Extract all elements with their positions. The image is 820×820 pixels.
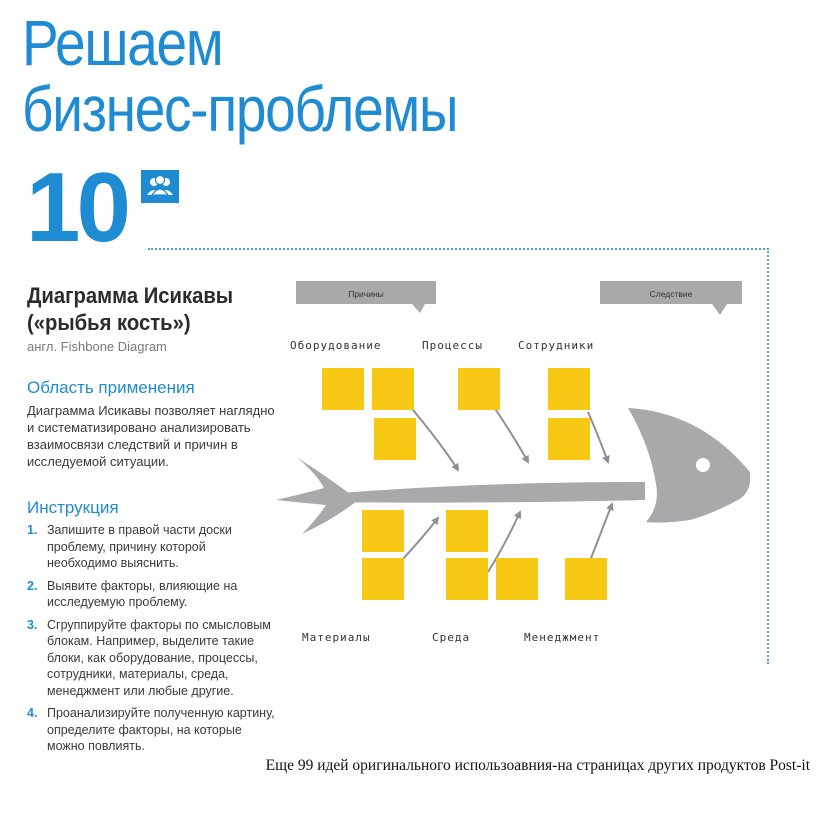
step-text: Выявите факторы, влияющие на исследуемую проблему. xyxy=(47,578,238,609)
sticky-note xyxy=(548,418,590,460)
causes-callout xyxy=(296,281,436,313)
step-number: 3. xyxy=(27,617,38,632)
step-number: 4. xyxy=(27,706,38,720)
scope-text: Диаграмма Исикавы позволяет наглядно и систематизировано анализировать взаимосвязи следствий и причин в исследуемой ситуации. xyxy=(27,403,275,469)
headline-line-1: Решаем xyxy=(22,7,223,79)
sticky-note xyxy=(374,418,416,460)
sticky-note xyxy=(362,510,404,552)
diagram-title-line-1: Диаграмма Исикавы xyxy=(27,283,234,308)
footnote: Еще 99 идей оригинального использоавния-на страницах других продуктов Post-it xyxy=(265,757,810,774)
diagram-title-line-2: («рыбья кость») xyxy=(27,310,191,335)
category-processes: Процессы xyxy=(422,339,483,352)
step-text: Проанализируйте полученную картину, определите факторы, на которые можно повлиять. xyxy=(47,706,275,753)
fish-spine xyxy=(330,482,645,503)
effect-callout xyxy=(600,281,742,315)
category-materials: Материалы xyxy=(302,631,371,644)
category-management: Менеджмент xyxy=(524,631,601,644)
sticky-note xyxy=(446,510,488,552)
sticky-note xyxy=(496,558,538,600)
fish-eye xyxy=(696,458,710,472)
step-text: Сгруппируйте факторы по смысловым блокам. Например, выделите такие блоки, как оборудование, процессы, сотрудники, материалы, среда, менеджмент или любые другие. xyxy=(47,617,271,698)
sticky-note xyxy=(446,558,488,600)
step-number: 1. xyxy=(27,523,38,537)
category-equipment: Оборудование xyxy=(290,339,382,352)
sticky-note xyxy=(322,368,364,410)
sticky-note xyxy=(458,368,500,410)
bone-arrow xyxy=(588,412,608,462)
english-name: англ. Fishbone Diagram xyxy=(27,339,167,354)
idea-number: 10 xyxy=(26,152,128,262)
instructions-heading: Инструкция xyxy=(27,498,119,517)
scope-heading: Область применения xyxy=(27,378,195,397)
fish-head xyxy=(628,408,750,523)
causes-label: Причины xyxy=(348,289,384,299)
bone-arrow xyxy=(492,404,528,462)
bone-arrow xyxy=(402,518,438,560)
sticky-note xyxy=(565,558,607,600)
category-staff: Сотрудники xyxy=(518,339,595,352)
headline-line-2: бизнес-проблемы xyxy=(22,73,458,145)
fish-skeleton xyxy=(276,408,750,534)
step-number: 2. xyxy=(27,578,38,593)
sticky-note xyxy=(548,368,590,410)
sticky-note xyxy=(362,558,404,600)
bone-arrow xyxy=(588,504,612,566)
category-environment: Среда xyxy=(432,631,471,644)
effect-label: Следствие xyxy=(649,289,693,299)
sticky-note xyxy=(372,368,414,410)
step-text: Запишите в правой части доски проблему, причину которой необходимо выяснить. xyxy=(47,523,232,570)
